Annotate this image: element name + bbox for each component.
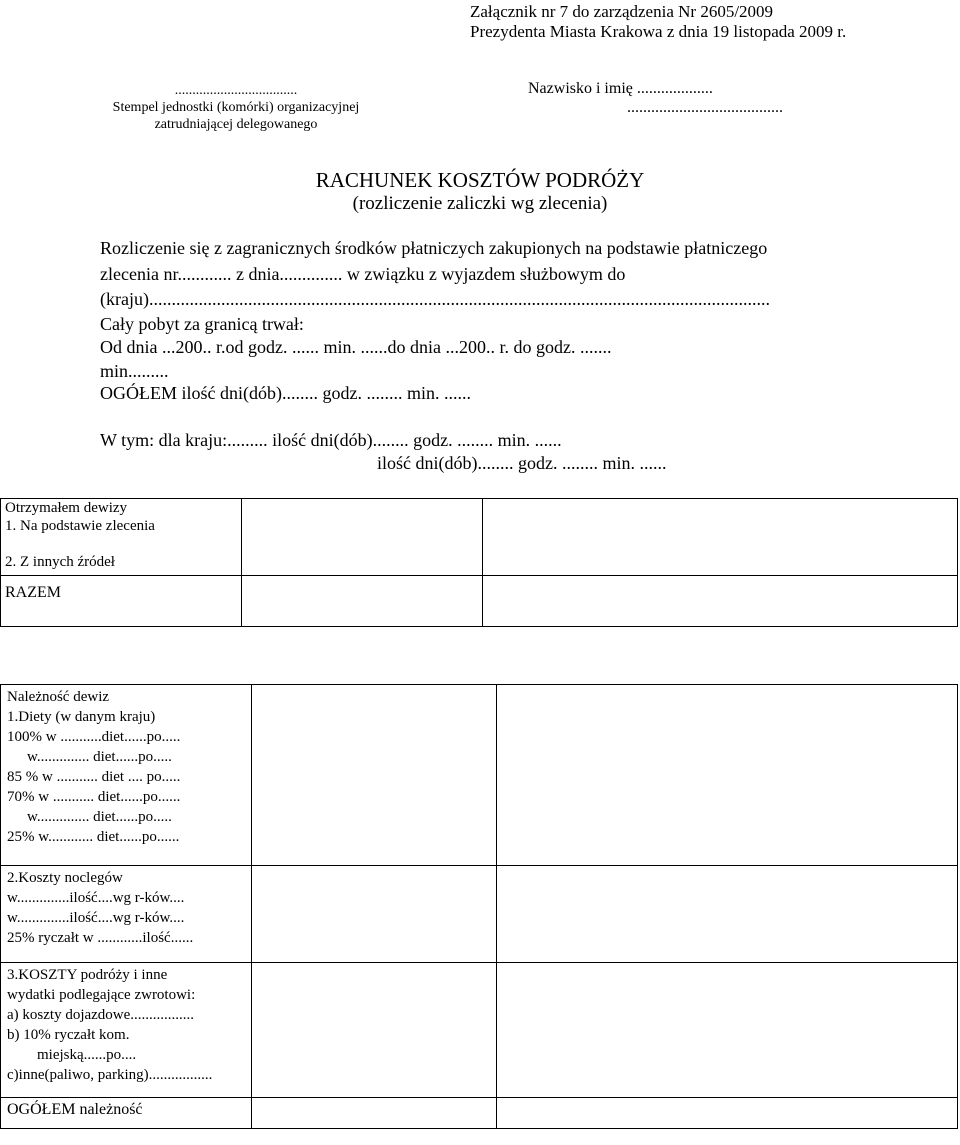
grand-total-label: OGÓŁEM należność [7, 1101, 143, 1118]
body-line: Rozliczenie się z zagranicznych środków płatniczych zakupionych na podstawie płatniczego [100, 238, 768, 258]
amount-cell [242, 576, 483, 627]
received-label: Otrzymałem dewizy [5, 500, 128, 516]
body-line: min......... [100, 361, 169, 381]
stamp-label-2: zatrudniającej delegowanego [154, 117, 318, 132]
body-line: Od dnia ...200.. r.od godz. ...... min. ......do dnia ...200.. r. do godz. ....... [100, 337, 612, 357]
row-order: 1. Na podstawie zlecenia [5, 518, 155, 534]
diets-heading: 1.Diety (w danym kraju) [7, 709, 156, 725]
row-other-sources-cell [1, 535, 242, 576]
grand-total-cell [1, 1098, 252, 1129]
body-line: zlecenia nr............ z dnia.............. w związku z wyjazdem służbowym do [100, 264, 626, 284]
travel-line: c)inne(paliwo, parking)................. [7, 1067, 213, 1083]
name-label: Nazwisko i imię ................... [528, 80, 713, 97]
received-currency-table [0, 498, 958, 627]
amount-cell [483, 499, 958, 536]
total-cell [1, 576, 242, 627]
amount-cell [497, 866, 958, 963]
document-title: RACHUNEK KOSZTÓW PODRÓŻY [315, 168, 645, 192]
stamp-block [96, 82, 376, 133]
amount-cell [483, 535, 958, 576]
travel-line: miejską......po.... [37, 1047, 137, 1063]
amount-cell [497, 685, 958, 866]
body-line: OGÓŁEM ilość dni(dób)........ godz. ........ min. ...... [100, 383, 471, 403]
diet-line: w.............. diet......po..... [27, 749, 172, 765]
body-line: W tym: dla kraju:......... ilość dni(dób)........ godz. ........ min. ...... [100, 430, 562, 450]
amount-cell [242, 499, 483, 536]
attachment-line-2: Prezydenta Miasta Krakowa z dnia 19 listopada 2009 r. [470, 22, 847, 41]
body-line: ilość dni(dób)........ godz. ........ min. ...... [377, 453, 667, 473]
body-line: (kraju).......................................................................................................................................... [100, 289, 770, 309]
lodging-line: w..............ilość....wg r-ków.... [7, 910, 185, 926]
amount-cell [252, 685, 497, 866]
lodging-cell [1, 866, 252, 963]
due-label: Należność dewiz [7, 689, 110, 705]
diet-line: 25% w............ diet......po...... [7, 829, 180, 845]
diet-line: w.............. diet......po..... [27, 809, 172, 825]
attachment-line-1: Załącznik nr 7 do zarządzenia Nr 2605/2009 [470, 2, 774, 21]
amount-cell [483, 576, 958, 627]
diet-line: 100% w ...........diet......po..... [7, 729, 181, 745]
currency-due-table [0, 684, 958, 1129]
diet-line: 85 % w ........... diet .... po..... [7, 769, 181, 785]
amount-cell [252, 963, 497, 1098]
amount-cell [497, 1098, 958, 1129]
amount-cell [252, 866, 497, 963]
travel-heading: 3.KOSZTY podróży i inne [7, 967, 168, 983]
travel-cell [1, 963, 252, 1098]
total-label: RAZEM [5, 584, 61, 601]
amount-cell [497, 963, 958, 1098]
travel-line: wydatki podlegające zwrotowi: [7, 987, 196, 1003]
lodging-heading: 2.Koszty noclegów [7, 870, 123, 886]
amount-cell [242, 535, 483, 576]
name-dots: ....................................... [627, 99, 783, 116]
row-other-sources: 2. Z innych źródeł [5, 554, 115, 570]
document-subtitle: (rozliczenie zaliczki wg zlecenia) [352, 193, 608, 214]
lodging-line: w..............ilość....wg r-ków.... [7, 890, 185, 906]
travel-line: a) koszty dojazdowe................. [7, 1007, 195, 1023]
stamp-dots: ................................... [174, 83, 298, 98]
received-label-cell [1, 499, 242, 536]
diet-line: 70% w ........... diet......po...... [7, 789, 181, 805]
diets-cell [1, 685, 252, 866]
amount-cell [252, 1098, 497, 1129]
stamp-label-1: Stempel jednostki (komórki) organizacyjnej [112, 100, 360, 115]
body-line: Cały pobyt za granicą trwał: [100, 314, 304, 334]
lodging-line: 25% ryczałt w ............ilość...... [7, 930, 194, 946]
travel-line: b) 10% ryczałt kom. [7, 1027, 130, 1043]
